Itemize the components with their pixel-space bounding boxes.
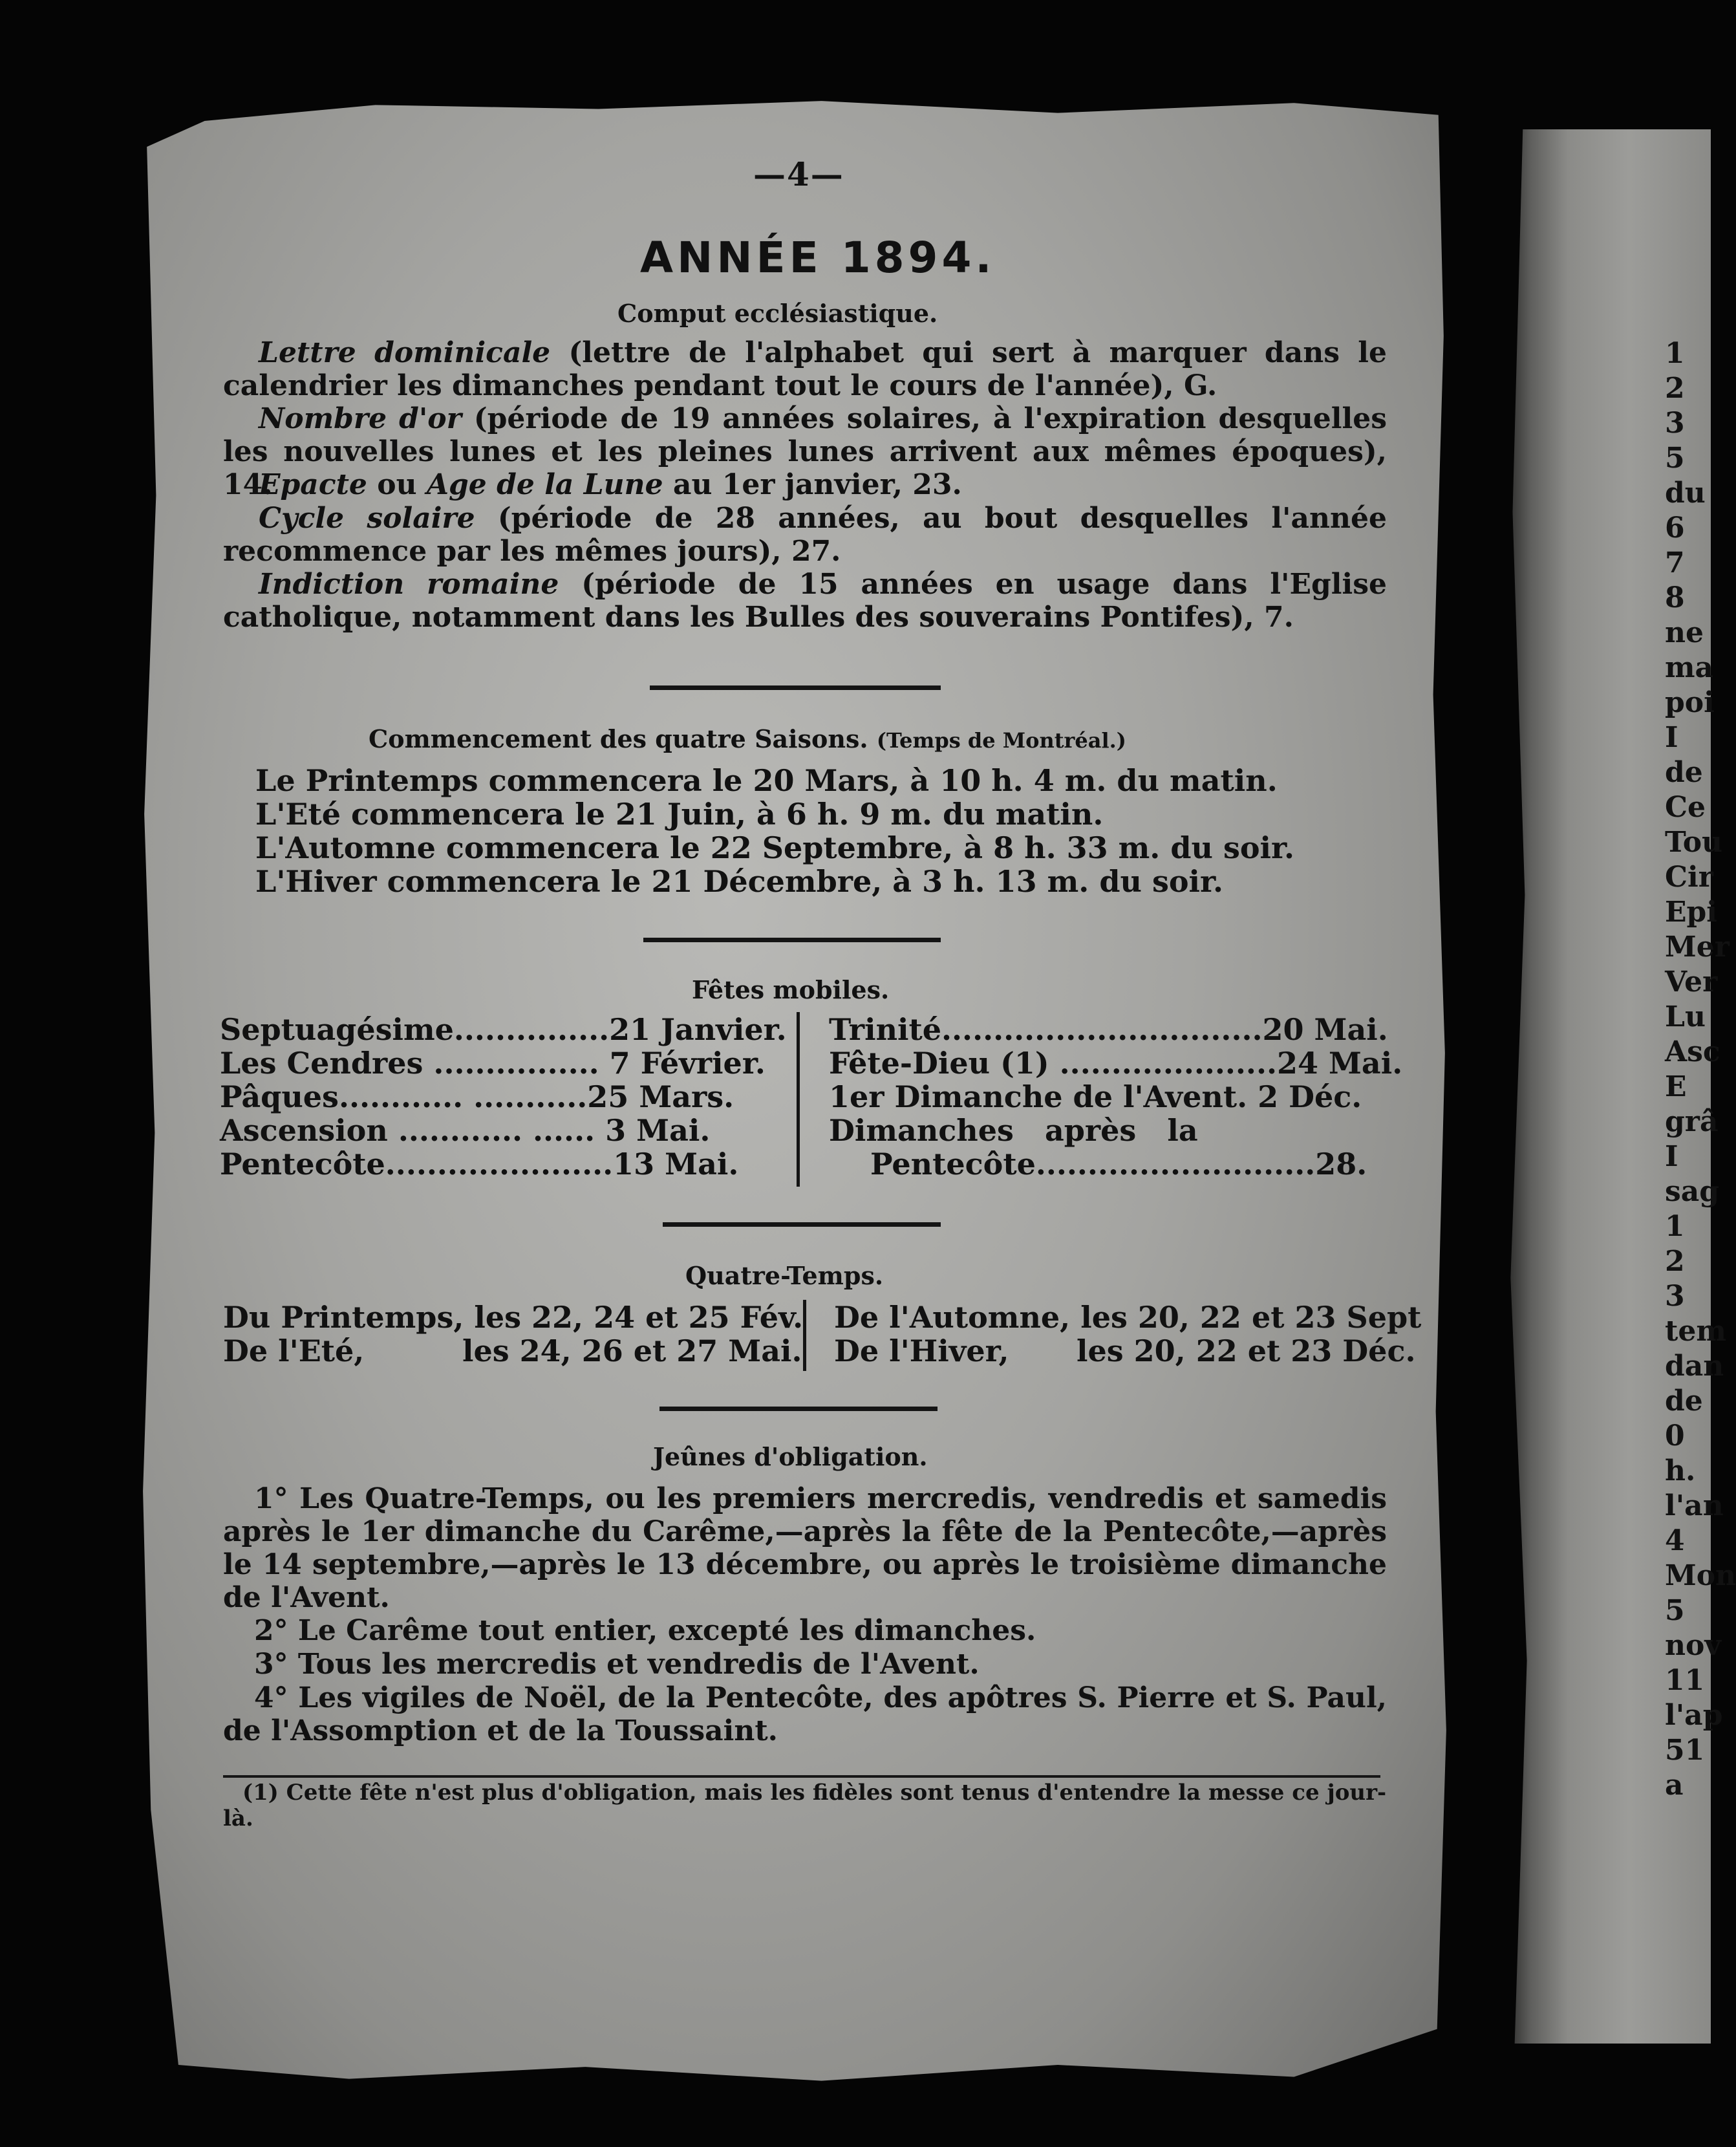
fete-name: Les Cendres [220, 1046, 423, 1081]
season-dates: les 24, 26 et 27 Mai. [462, 1333, 802, 1368]
facing-page-fragment: 7 [1665, 546, 1685, 579]
facing-page-fragment: 51 a [1665, 1734, 1705, 1802]
facing-page-fragment: Ver [1665, 966, 1718, 998]
fete-name: Dimanches après la [829, 1113, 1198, 1148]
quatre-temps-row [834, 1300, 1421, 1335]
seasons-heading [369, 724, 1126, 753]
facing-page-fragment: Tou [1665, 826, 1723, 859]
fete-name: Septuagésime [220, 1012, 454, 1047]
facing-page-fragment: Mer [1665, 931, 1730, 964]
facing-page-fragment: dan [1665, 1350, 1724, 1383]
fete-date: 21 Janvier. [609, 1012, 787, 1047]
page-title: ANNÉE 1894. [640, 233, 996, 283]
facing-page-fragment: 1 [1665, 337, 1685, 370]
definition: (période de 19 années solaires, à l'expiration desquelles les nouvelles lunes et les pleines lunes arrivent aux mêmes époques), 14. [223, 402, 1387, 501]
comput-indiction-romaine [223, 568, 1387, 634]
facing-page-fragment: ma [1665, 651, 1714, 684]
fete-date: 28. [1315, 1147, 1367, 1181]
comput-lettre-dominicale [223, 336, 1387, 402]
fete-row [829, 1079, 1362, 1114]
fete-date: 24 Mai. [1276, 1046, 1403, 1081]
season-line: L'Eté commencera le 21 Juin, à 6 h. 9 m. du matin. [255, 797, 1104, 832]
facing-page-fragment: Lu [1665, 1000, 1706, 1033]
fetes-heading: Fêtes mobiles. [692, 975, 890, 1004]
quatre-temps-heading: Quatre-Temps. [685, 1261, 884, 1290]
divider [650, 685, 941, 690]
leader: ............ ........... [338, 1079, 588, 1114]
facing-page-fragment: ne [1665, 616, 1704, 649]
fete-name: Trinité [829, 1012, 942, 1047]
jeune-item: 4° Les vigiles de Noël, de la Pentecôte, des apôtres S. Pierre et S. Paul, de l'Assomption et de la Toussaint. [223, 1681, 1387, 1747]
facing-page-fragment: 5 [1665, 442, 1685, 475]
fete-name: Pentecôte [829, 1147, 1036, 1181]
facing-page-fragment: 3 [1665, 407, 1685, 440]
fete-row [829, 1147, 1367, 1181]
facing-page-fragment: Mon [1665, 1559, 1736, 1592]
definition: (période de 28 années, au bout desquelles l'année recommence par les mêmes jours), 27. [223, 502, 1387, 568]
fete-row [220, 1012, 787, 1047]
leader: ............................... [941, 1012, 1263, 1047]
footnote: (1) Cette fête n'est plus d'obligation, mais les fidèles sont tenus d'entendre la messe ce jour-là. [223, 1780, 1387, 1831]
season-name: De l'Automne, [834, 1300, 1071, 1335]
facing-page-fragment: Cir [1665, 861, 1713, 894]
fete-row [829, 1113, 1198, 1148]
fete-row [220, 1113, 710, 1148]
facing-page-fragment: 1 [1665, 1210, 1685, 1243]
term: Age de la Lune [426, 468, 663, 501]
footnote-rule [223, 1775, 1380, 1778]
facing-page-fragment: de [1665, 1385, 1703, 1418]
facing-page-fragment: 8 [1665, 581, 1685, 614]
fete-name: Pâques [220, 1079, 339, 1114]
facing-page-fragment: l'ap [1665, 1699, 1723, 1732]
facing-page-fragment: Epi [1665, 896, 1718, 929]
comput-cycle-solaire [223, 502, 1387, 568]
term: Nombre d'or [259, 402, 462, 435]
facing-page-fragment: tem [1665, 1315, 1726, 1348]
season-line: Le Printemps commencera le 20 Mars, à 10 h. 4 m. du matin. [255, 763, 1278, 798]
jeune-item: 3° Tous les mercredis et vendredis de l'Avent. [254, 1648, 980, 1681]
seasons-heading-note: (Temps de Montréal.) [876, 728, 1126, 753]
term: Lettre dominicale [259, 336, 551, 369]
divider [643, 938, 941, 942]
fete-name: Fête-Dieu (1) [829, 1046, 1049, 1081]
leader: ...................... [385, 1147, 614, 1181]
facing-page-fragment: 6 [1665, 512, 1685, 545]
facing-page-fragment: 4 [1665, 1524, 1685, 1557]
comput-heading: Comput ecclésiastique. [617, 299, 938, 328]
facing-page-fragment: 2 [1665, 372, 1685, 405]
fete-row [829, 1046, 1402, 1081]
fete-date: 25 Mars. [587, 1079, 734, 1114]
fete-name: Pentecôte [220, 1147, 385, 1181]
facing-page-fragment: 0 h. [1665, 1419, 1696, 1487]
leader: ............... [453, 1012, 610, 1047]
fete-date: 7 Février. [599, 1046, 766, 1081]
facing-page-fragment: 5 [1665, 1594, 1685, 1627]
definition: ou [367, 468, 427, 501]
column-divider [803, 1300, 806, 1371]
term: Cycle solaire [259, 502, 475, 535]
definition: (lettre de l'alphabet qui sert à marquer dans le calendrier les dimanches pendant tout le cours de l'année), G. [223, 336, 1387, 402]
definition: (période de 15 années en usage dans l'Eglise catholique, notamment dans les Bulles des souverains Pontifes), 7. [223, 568, 1387, 634]
facing-page-fragment: 3 [1665, 1280, 1685, 1313]
leader: ........................... [1035, 1147, 1316, 1181]
fete-row [220, 1147, 738, 1181]
season-name: De l'Hiver, [834, 1333, 1009, 1368]
fete-row [220, 1046, 766, 1081]
facing-page-fragment: poi [1665, 686, 1715, 719]
facing-page-fragment: 2 [1665, 1245, 1685, 1278]
jeune-item: 1° Les Quatre-Temps, ou les premiers mercredis, vendredis et samedis après le 1er dimanche du Carême,—après la fête de la Pentecôte,—après le 14 septembre,—après le 13 décembre, ou après le troisième dimanche de l'Avent. [223, 1482, 1387, 1614]
season-name: De l'Eté, [223, 1333, 365, 1368]
season-line: L'Hiver commencera le 21 Décembre, à 3 h. 13 m. du soir. [255, 864, 1224, 899]
term: Indiction romaine [259, 568, 559, 601]
quatre-temps-row [834, 1333, 1415, 1368]
fete-name: Ascension [220, 1113, 388, 1148]
fete-name: 1er Dimanche de l'Avent. [829, 1079, 1248, 1114]
facing-page-fragment: Asc [1665, 1035, 1720, 1068]
comput-epacte [223, 468, 1387, 501]
facing-page-fragment: l'an [1665, 1489, 1724, 1522]
column-divider [797, 1012, 800, 1187]
season-dates: les 22, 24 et 25 Fév. [474, 1300, 804, 1335]
facing-page-fragment: 11 [1665, 1664, 1705, 1697]
fete-date: 2 Déc. [1258, 1079, 1362, 1114]
facing-page-fragment: grâ [1665, 1105, 1719, 1138]
fete-date: 3 Mai. [595, 1113, 711, 1148]
fete-date: 13 Mai. [613, 1147, 739, 1181]
divider [659, 1407, 938, 1411]
facing-page-fragment: E [1665, 1070, 1687, 1103]
season-line: L'Automne commencera le 22 Septembre, à 8 h. 33 m. du soir. [255, 830, 1295, 865]
facing-page-fragment: Ce [1665, 791, 1706, 824]
divider [663, 1222, 941, 1227]
facing-page-fragment: du [1665, 477, 1706, 510]
quatre-temps-row [223, 1333, 802, 1368]
fete-date: 20 Mai. [1262, 1012, 1388, 1047]
facing-page-fragments [1665, 336, 1736, 1803]
leader: ................ [423, 1046, 599, 1081]
jeune-item: 2° Le Carême tout entier, excepté les dimanches. [254, 1614, 1036, 1647]
season-dates: les 20, 22 et 23 Déc. [1077, 1333, 1416, 1368]
facing-page-fragment: sag [1665, 1175, 1720, 1208]
facing-page-fragment: I [1665, 721, 1678, 754]
fete-row [220, 1079, 734, 1114]
leader [1247, 1079, 1258, 1114]
page-number: —4— [753, 155, 844, 193]
quatre-temps-row [223, 1300, 803, 1335]
facing-page-fragment: I [1665, 1140, 1678, 1173]
definition: au 1er janvier, 23. [663, 468, 962, 501]
fete-row [829, 1012, 1388, 1047]
term: Epacte [259, 468, 367, 501]
seasons-heading-text: Commencement des quatre Saisons. [369, 724, 868, 753]
leader: ..................... [1049, 1046, 1277, 1081]
season-dates: les 20, 22 et 23 Sept [1080, 1300, 1422, 1335]
leader: ............ ...... [387, 1113, 595, 1148]
facing-page-fragment: de [1665, 756, 1703, 789]
season-name: Du Printemps, [223, 1300, 464, 1335]
jeunes-heading: Jeûnes d'obligation. [653, 1442, 928, 1471]
facing-page-fragment: nov [1665, 1629, 1721, 1662]
